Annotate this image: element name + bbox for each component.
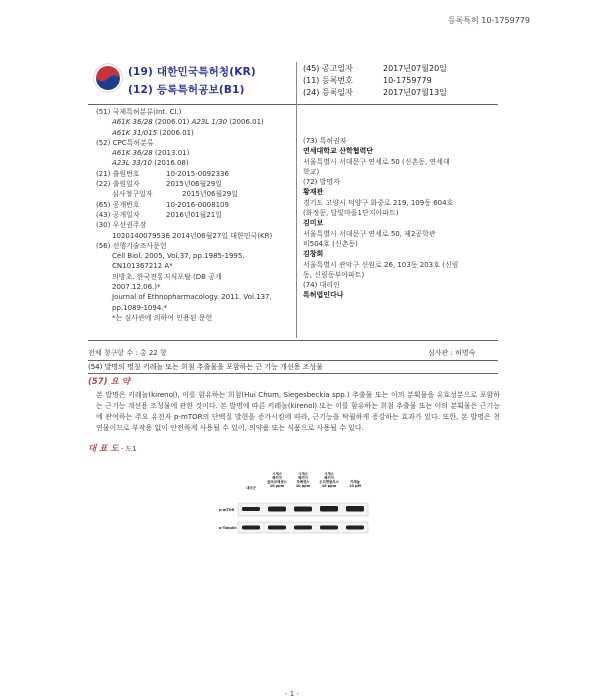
app-number-label: (21) 출원번호 [96, 169, 140, 178]
prior-art-ref: Cell Biol. 2005, Vol.37, pp.1985-1995. [112, 252, 245, 261]
page-number: - 1 - [285, 690, 299, 698]
bibliographic-left [96, 108, 272, 324]
blot-band [320, 526, 338, 530]
invention-title: (54) 발명의 명칭 키레놀 또는 희첨 추출물을 포함하는 근 기능 개선용 조성물 [88, 363, 323, 371]
lane-label: 키레놀 10 μM [349, 480, 361, 488]
cpc-version: (2016.08) [154, 159, 189, 168]
blot-band [268, 507, 286, 512]
app-number-value: 10-2015-0092336 [166, 169, 229, 178]
agent-name: 특허법인다나 [303, 291, 344, 300]
ipc-code: A61K 31/015 [112, 128, 158, 137]
abstract-text: 본 발명은 키레놀(kirenol), 이를 함유하는 희첨(Hui Chum, Siegesbeckia spp.) 추출물 또는 이의 분획물을 유효성분으로 포함하는 근기능 개선용 조성물에 관한 것이다. 본 발명에 따른 키레놀(kirenol) 또는 이를 함유하는 희첨 추출물 또는 이의 분획물은 근기능에 관여하는 주요 유전자 p-mTOR의 단백질 발현을 증가시킴에 따라, 근기능을 탁월하게 증강하는 효과가 있다. 또한, 본 발명은 천연물이므로 부작용 없이 안전하게 사용될 수 있어, 의약품 또는 식품으로 사용될 수 있다. [96, 391, 500, 432]
lane-label: 시게스 벡키아 글라브레센스 10 ppm [267, 472, 287, 488]
kipo-logo-icon [93, 63, 123, 93]
blot-band [294, 507, 312, 512]
blot-band [294, 526, 312, 530]
priority-value: 1020140079536 2014년06월27일 대한민국(KR) [112, 231, 273, 240]
pub-date2-label: (43) 공개일자 [96, 210, 140, 219]
ipc-code: A23L 1/30 [191, 118, 228, 127]
reg-number-label: (11) 등록번호 [303, 76, 353, 85]
prior-art-ref-cont: pp.1089-1094.* [112, 303, 167, 312]
inventor-name: 김미보 [303, 219, 324, 228]
inventor-address-cont: 동, 신림동부아파트) [303, 270, 365, 279]
inventor-address: 서울특별시 관악구 신원로 26, 103동 203호 (신림 [303, 260, 459, 269]
claims-row [88, 349, 498, 358]
inventor-address: 경기도 고양시 덕양구 화중로 219, 109동 604호 [303, 198, 454, 207]
reg-date-label: (24) 등록일자 [303, 88, 353, 97]
inventor-address-cont: (화정동, 달빛마을1단지아파트) [303, 209, 399, 218]
inventor-name: 황재관 [303, 188, 324, 197]
patentee-label: (73) 특허권자 [303, 137, 347, 145]
abstract-heading: (57) 요 약 [88, 377, 130, 387]
pub-date-label: (45) 공고일자 [303, 64, 353, 73]
examiner: 심사관 : 허명숙 [428, 349, 476, 357]
claims-rule [88, 360, 498, 361]
exam-date-value: 2015년06월29일 [182, 190, 238, 199]
app-date-label: (22) 출원일자 [96, 180, 140, 189]
inventor-address-cont: 비504호 (신촌동) [303, 239, 358, 248]
blot-band [346, 506, 364, 512]
agent-label: (74) 대리인 [303, 281, 340, 290]
patentee-address: 서울특별시 서대문구 연세로 50 (신촌동, 연세대 [303, 157, 450, 166]
patentee-name: 연세대학교 산학협력단 [303, 147, 374, 156]
blot-band [320, 506, 338, 512]
title-rule [88, 373, 498, 374]
row-label-pmtor: p-mTOR [219, 508, 235, 512]
lane-label: 시게스 벡키아 오리엔탈리스 10 ppm [319, 472, 339, 488]
representative-drawing-label [88, 444, 137, 455]
inventor-name: 김창희 [303, 250, 324, 259]
prior-art-ref: 의방초. 한국전통지식포탈 (DB 공개 [112, 272, 222, 281]
blot-band [268, 526, 286, 530]
publication-info [303, 64, 447, 100]
inventor-label: (72) 발명자 [303, 178, 340, 187]
pub-number-value: 10-2016-0008109 [166, 200, 229, 209]
prior-art-ref: Journal of Ethnopharmacology. 2011. Vol.137, [112, 293, 272, 302]
patentee-address-cont: 학교) [303, 167, 320, 176]
column-divider [296, 62, 297, 338]
office-title: (19) 대한민국특허청(KR) [128, 66, 256, 78]
priority-label: (30) 우선권주장 [96, 221, 147, 230]
biblio-bottom-rule [88, 340, 498, 341]
blot-band [242, 507, 260, 511]
cpc-version: (2013.01) [154, 149, 190, 158]
blot-band [346, 526, 364, 530]
reg-number-value: 10-1759779 [383, 76, 432, 85]
representative-number: - 도1 [118, 445, 137, 453]
ipc-label: (51) 국제특허분류(Int. Cl.) [96, 108, 182, 116]
app-date-value: 2015년06월29일 [166, 180, 222, 189]
cpc-code: A23L 33/10 [112, 159, 152, 168]
bibliographic-right [303, 137, 458, 302]
ipc-version: (2006.01) [229, 118, 264, 127]
western-blot-figure [218, 467, 373, 537]
pub-date2-value: 2016년01월21일 [166, 210, 222, 219]
cpc-code: A61K 36/28 [112, 149, 153, 158]
prior-art-label: (56) 선행기술조사문헌 [96, 241, 167, 250]
lane-label: 대조군 [246, 486, 256, 490]
blot-band [242, 526, 260, 530]
header-rule [88, 104, 498, 105]
pub-date-value: 2017년07월20일 [383, 64, 447, 73]
representative-label: 대 표 도 [88, 444, 119, 454]
lane-label: 시게스 벡키아 푸베센스 10 ppm [295, 472, 311, 488]
publication-title: (12) 등록특허공보(B1) [128, 84, 245, 96]
ipc-code: A61K 36/28 [112, 118, 153, 127]
ipc-version: (2006.01) [154, 118, 190, 127]
prior-art-ref: CN101367212 A* [112, 262, 173, 271]
pub-number-label: (65) 공개번호 [96, 200, 140, 209]
reg-date-value: 2017년07월13일 [383, 88, 447, 97]
prior-art-ref-cont: 2007.12.06.)* [112, 283, 161, 292]
document-number: 등록특허 10-1759779 [447, 16, 530, 25]
row-label-tubulin: α-Tubulin [219, 526, 237, 530]
exam-date-label: 심사청구일자 [112, 190, 153, 199]
prior-art-note: *는 심사관에 의하여 인용된 문헌 [112, 313, 213, 322]
total-claims: 전체 청구항 수 : 총 22 항 [88, 349, 167, 357]
cpc-label: (52) CPC특허분류 [96, 138, 154, 147]
inventor-address: 서울특별시 서대문구 연세로 50, 제2공학관 [303, 229, 436, 238]
ipc-version: (2006.01) [159, 128, 194, 137]
